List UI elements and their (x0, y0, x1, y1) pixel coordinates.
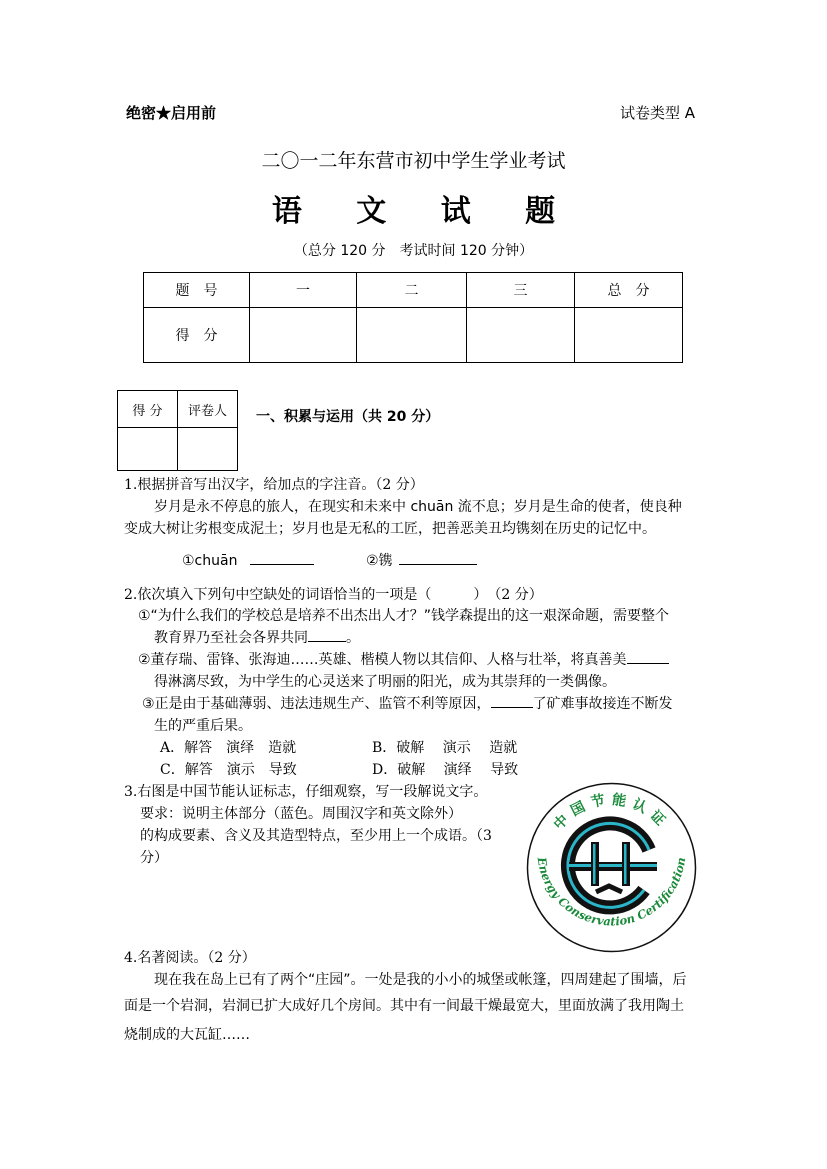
score-cell[interactable] (467, 308, 575, 363)
logo-chinese-text: 中国节能认证 (550, 791, 673, 834)
question-1-text-line: 岁月是永不停息的旅人，在现实和未来中 chuān 流不息；岁月是生命的使者，使良种 (154, 499, 682, 515)
question-3-requirement: 的构成要素、含义及其造型特点，至少用上一个成语。（3 (140, 828, 492, 844)
score-table-header-cell: 二 (357, 273, 467, 308)
question-2-sentence-line: ①“为什么我们的学校总是培养不出杰出人才？”钱学森提出的这一艰深命题，需要整个 (138, 608, 670, 624)
sentence-text: 了矿难事故接连不断发 (532, 696, 673, 712)
energy-certification-logo (524, 780, 699, 955)
blank-line[interactable] (491, 693, 533, 708)
question-1-blank-2 (366, 550, 477, 572)
option-c[interactable]: C．解答 演示 导致 (160, 762, 297, 778)
score-cell[interactable] (357, 308, 467, 363)
option-b[interactable]: B．破解 演示 造就 (372, 740, 518, 756)
blank-line[interactable] (627, 649, 669, 664)
question-3-requirement: 分） (140, 850, 168, 866)
grader-name-label: 评卷人 (178, 391, 238, 428)
question-4-passage-line: 烧制成的大瓦缸…… (124, 1027, 250, 1043)
question-2-sentence-line (138, 649, 669, 671)
question-2-sentence-line: 生的严重后果。 (154, 718, 252, 734)
score-table-header-cell: 三 (467, 273, 575, 308)
section-title: 一、积累与运用（共 20 分） (256, 409, 440, 425)
blank-1-label: ①chuān (182, 553, 238, 569)
question-4-passage-line: 面是一个岩洞，岩洞已扩大成好几个房间。其中有一间最干燥最宽大，里面放满了我用陶土 (124, 998, 684, 1014)
score-table (143, 272, 683, 363)
score-table-header-cell: 总 分 (575, 273, 683, 308)
question-3-requirement: 要求：说明主体部分（蓝色。周围汉字和英文除外） (140, 806, 462, 822)
score-table-header-cell: 题 号 (144, 273, 250, 308)
score-row-label: 得 分 (144, 308, 250, 363)
option-d[interactable]: D．破解 演绎 导致 (372, 762, 519, 778)
blank-2-line[interactable] (399, 550, 477, 565)
question-2-sentence-line: 得淋漓尽致，为中学生的心灵送来了明丽的阳光，成为其崇拜的一类偶像。 (154, 674, 616, 690)
question-2-sentence-line (142, 693, 673, 715)
question-1-text-line: 变成大树让劣根变成泥土；岁月也是无私的工匠，把善恶美丑均镌刻在历史的记忆中。 (124, 521, 656, 537)
sentence-text: 。 (346, 630, 360, 646)
sentence-text: ②董存瑞、雷锋、张海迪……英雄、楷模人物以其信仰、人格与壮举，将真善美 (138, 652, 627, 668)
question-4-stem: 4.名著阅读。（2 分） (124, 950, 256, 966)
logo-emblem (568, 823, 657, 907)
grader-score-cell[interactable] (118, 428, 178, 471)
sentence-text: ③正是由于基础薄弱、违法违规生产、监管不利等原因， (142, 696, 491, 712)
question-4-passage-line: 现在我在岛上已有了两个“庄园”。一处是我的小小的城堡或帐篷，四周建起了围墙，后 (154, 972, 687, 988)
grader-box (117, 390, 238, 471)
score-time-note: （总分 120 分 考试时间 120 分钟） (293, 243, 534, 259)
question-3-stem: 3.右图是中国节能认证标志，仔细观察，写一段解说文字。 (124, 784, 488, 800)
option-a[interactable]: A．解答 演绎 造就 (160, 740, 297, 756)
sentence-text: 教育界乃至社会各界共同 (154, 630, 308, 646)
logo-english-text: Energy Conservation Certification (534, 856, 689, 929)
score-cell[interactable] (575, 308, 683, 363)
question-2-stem: 2.依次填入下列句中空缺处的词语恰当的一项是（ ） （2 分） (124, 587, 543, 603)
exam-title: 二〇一二年东营市初中学生学业考试 (261, 150, 566, 172)
blank-2-label: ②镌 (366, 553, 393, 569)
score-cell[interactable] (250, 308, 357, 363)
subject-title: 语 文 试 题 (271, 194, 578, 229)
question-1-stem: 1.根据拼音写出汉字，给加点的字注音。（2 分） (124, 477, 424, 493)
grader-score-label: 得 分 (118, 391, 178, 428)
blank-1-line[interactable] (250, 550, 314, 565)
grader-name-cell[interactable] (178, 428, 238, 471)
question-2-sentence-line (154, 627, 360, 649)
paper-type: 试卷类型 A (620, 104, 696, 122)
question-1-blank-1 (182, 550, 314, 572)
score-table-header-cell: 一 (250, 273, 357, 308)
confidential-mark: 绝密★启用前 (126, 104, 217, 122)
blank-line[interactable] (308, 627, 346, 642)
